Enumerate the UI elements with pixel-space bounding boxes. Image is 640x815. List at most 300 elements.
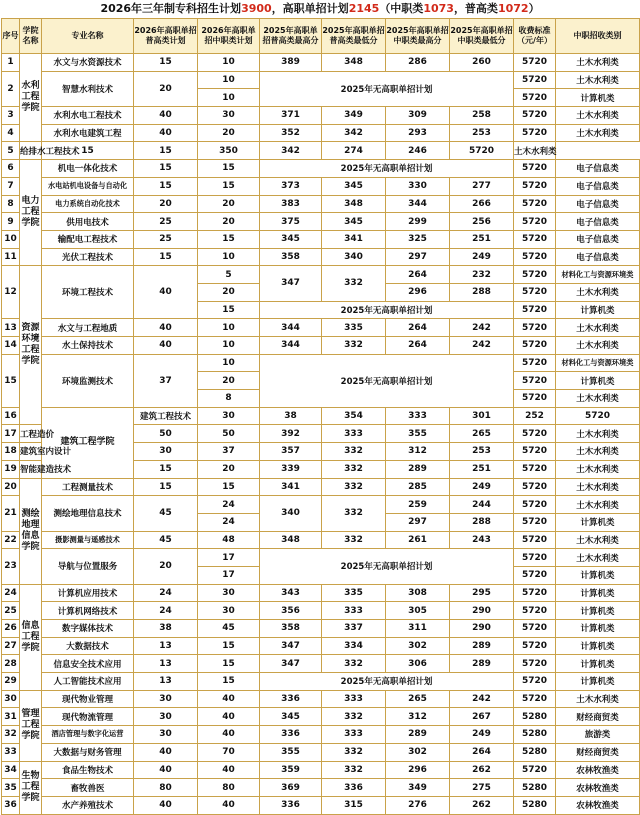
pg-min: 315 bbox=[322, 796, 386, 814]
table-row bbox=[2, 549, 640, 567]
row-no: 7 bbox=[2, 177, 20, 195]
table-row bbox=[2, 266, 640, 284]
pg-max: 341 bbox=[260, 478, 322, 496]
category: 农林牧渔类 bbox=[556, 796, 640, 814]
major-name: 计算机网络技术 bbox=[42, 602, 134, 620]
pg-max: 339 bbox=[260, 460, 322, 478]
row-no: 20 bbox=[2, 478, 20, 496]
fee: 5720 bbox=[514, 478, 556, 496]
zz-min: 249 bbox=[450, 726, 514, 744]
plan-zz: 10 bbox=[198, 71, 260, 89]
major-name: 测绘地理信息技术 bbox=[42, 496, 134, 531]
plan-zz: 40 bbox=[198, 708, 260, 726]
zz-max: 306 bbox=[386, 655, 450, 673]
plan-pg: 20 bbox=[134, 549, 198, 584]
pg-min: 342 bbox=[322, 124, 386, 142]
row-no: 11 bbox=[2, 248, 20, 266]
college-cell: 测绘地理信息学院 bbox=[20, 478, 42, 584]
major-name: 环境工程技术 bbox=[42, 266, 134, 319]
major-name: 食品生物技术 bbox=[42, 761, 134, 779]
pg-min: 332 bbox=[322, 743, 386, 761]
zz-max: 344 bbox=[386, 195, 450, 213]
category: 农林牧渔类 bbox=[556, 761, 640, 779]
zz-max: 286 bbox=[386, 54, 450, 72]
table-row bbox=[2, 779, 640, 797]
title-mid3: ，普高类 bbox=[453, 2, 498, 15]
pg-min: 332 bbox=[322, 443, 386, 461]
zz-min: 253 bbox=[450, 124, 514, 142]
category: 土木水利类 bbox=[556, 690, 640, 708]
zz-min: 289 bbox=[450, 655, 514, 673]
category: 土木水利类 bbox=[556, 425, 640, 443]
zz-min: 288 bbox=[450, 513, 514, 531]
fee: 5720 bbox=[514, 584, 556, 602]
plan-pg: 40 bbox=[134, 319, 198, 337]
fee: 5720 bbox=[514, 213, 556, 231]
plan-pg: 15 bbox=[134, 460, 198, 478]
zz-max: 261 bbox=[386, 531, 450, 549]
fee: 5720 bbox=[514, 195, 556, 213]
college-cell: 管理工程学院 bbox=[20, 690, 42, 761]
row-no: 6 bbox=[2, 160, 20, 178]
major-name: 人工智能技术应用 bbox=[42, 673, 134, 691]
title-suffix: ） bbox=[528, 2, 540, 15]
zz-max: 308 bbox=[386, 584, 450, 602]
header-pg-max: 2025年高职单招普高类最高分 bbox=[260, 19, 322, 54]
plan-zz: 5 bbox=[198, 266, 260, 284]
category: 财经商贸类 bbox=[556, 708, 640, 726]
fee: 5720 bbox=[514, 71, 556, 89]
pg-min: 333 bbox=[322, 602, 386, 620]
plan-zz: 10 bbox=[198, 54, 260, 72]
table-row bbox=[2, 230, 640, 248]
major-name: 水文与工程地质 bbox=[42, 319, 134, 337]
zz-max: 330 bbox=[386, 177, 450, 195]
plan-zz: 10 bbox=[198, 89, 260, 107]
fee: 5280 bbox=[514, 779, 556, 797]
header-no: 序号 bbox=[2, 19, 20, 54]
table-row bbox=[2, 160, 640, 178]
row-no: 18 bbox=[2, 443, 20, 461]
title-total-count: 3900 bbox=[241, 2, 272, 15]
plan-pg: 40 bbox=[134, 761, 198, 779]
zz-min: 249 bbox=[450, 248, 514, 266]
row-no: 28 bbox=[2, 655, 20, 673]
plan-pg: 80 bbox=[134, 779, 198, 797]
plan-pg: 15 bbox=[134, 248, 198, 266]
major-name: 供用电技术 bbox=[42, 213, 134, 231]
header-plan-pg: 2026年高职单招普高类计划 bbox=[134, 19, 198, 54]
major-name: 光伏工程技术 bbox=[42, 248, 134, 266]
pg-min: 332 bbox=[322, 266, 386, 301]
row-no: 4 bbox=[2, 124, 20, 142]
plan-zz: 15 bbox=[198, 673, 260, 691]
zz-max: 296 bbox=[386, 761, 450, 779]
pg-min: 332 bbox=[322, 531, 386, 549]
plan-pg: 40 bbox=[134, 337, 198, 355]
fee: 5720 bbox=[514, 460, 556, 478]
pg-max: 350 bbox=[198, 142, 260, 160]
plan-pg: 30 bbox=[134, 690, 198, 708]
no-plan-note: 2025年无高职单招计划 bbox=[260, 301, 514, 319]
category: 土木水利类 bbox=[556, 319, 640, 337]
plan-pg: 15 bbox=[134, 478, 198, 496]
table-row bbox=[2, 107, 640, 125]
fee: 5720 bbox=[514, 425, 556, 443]
row-no: 15 bbox=[2, 354, 20, 407]
major-name: 水利水电建筑工程 bbox=[42, 124, 134, 142]
category: 土木水利类 bbox=[556, 337, 640, 355]
row-no: 34 bbox=[2, 761, 20, 779]
category: 计算机类 bbox=[556, 372, 640, 390]
category: 计算机类 bbox=[556, 655, 640, 673]
plan-pg: 40 bbox=[134, 124, 198, 142]
fee: 5280 bbox=[514, 796, 556, 814]
major-name: 导航与位置服务 bbox=[42, 549, 134, 584]
table-row bbox=[2, 177, 640, 195]
major-name: 环境监测技术 bbox=[42, 354, 134, 407]
header-plan-zz: 2026年高职单招中职类计划 bbox=[198, 19, 260, 54]
row-no: 17 bbox=[2, 425, 20, 443]
category: 材料化工与资源环境类 bbox=[556, 266, 640, 284]
category: 电子信息类 bbox=[556, 230, 640, 248]
category: 电子信息类 bbox=[556, 213, 640, 231]
title-mid2: （中职类 bbox=[379, 2, 424, 15]
category: 计算机类 bbox=[556, 566, 640, 584]
zz-max: 309 bbox=[386, 107, 450, 125]
table-row bbox=[2, 620, 640, 638]
pg-max: 352 bbox=[260, 124, 322, 142]
no-plan-note: 2025年无高职单招计划 bbox=[260, 71, 514, 106]
title-prefix: 2026年三年制专科招生计划 bbox=[100, 2, 242, 15]
header-pg-min: 2025年高职单招普高类最低分 bbox=[322, 19, 386, 54]
zz-max: 297 bbox=[386, 248, 450, 266]
zz-max: 276 bbox=[386, 796, 450, 814]
pg-max: 356 bbox=[260, 602, 322, 620]
pg-max: 347 bbox=[260, 655, 322, 673]
pg-min: 337 bbox=[322, 620, 386, 638]
title-mid1: ，高职单招计划 bbox=[271, 2, 349, 15]
plan-zz: 20 bbox=[198, 283, 260, 301]
no-plan-note: 2025年无高职单招计划 bbox=[260, 160, 514, 178]
zz-min: 260 bbox=[450, 54, 514, 72]
row-no: 5 bbox=[2, 142, 20, 160]
zz-min: 295 bbox=[450, 584, 514, 602]
plan-zz: 50 bbox=[198, 425, 260, 443]
zz-max: 349 bbox=[386, 779, 450, 797]
major-name: 工程测量技术 bbox=[42, 478, 134, 496]
fee: 5720 bbox=[514, 690, 556, 708]
pg-min: 341 bbox=[322, 230, 386, 248]
major-name: 数字媒体技术 bbox=[42, 620, 134, 638]
pg-max: 345 bbox=[260, 230, 322, 248]
category: 计算机类 bbox=[556, 637, 640, 655]
pg-min: 345 bbox=[322, 213, 386, 231]
table-row bbox=[2, 761, 640, 779]
plan-zz: 40 bbox=[198, 796, 260, 814]
zz-min: 246 bbox=[386, 142, 450, 160]
pg-max: 358 bbox=[260, 620, 322, 638]
pg-max: 358 bbox=[260, 248, 322, 266]
zz-max: 293 bbox=[386, 124, 450, 142]
plan-pg: 20 bbox=[134, 71, 198, 106]
table-row bbox=[2, 743, 640, 761]
pg-min: 332 bbox=[322, 761, 386, 779]
pg-min: 336 bbox=[322, 779, 386, 797]
fee: 5720 bbox=[514, 443, 556, 461]
row-no: 24 bbox=[2, 584, 20, 602]
zz-min: 290 bbox=[450, 620, 514, 638]
fee: 5720 bbox=[514, 496, 556, 514]
row-no: 1 bbox=[2, 54, 20, 72]
row-no: 35 bbox=[2, 779, 20, 797]
table-row bbox=[2, 195, 640, 213]
plan-pg: 30 bbox=[134, 708, 198, 726]
plan-pg: 40 bbox=[134, 743, 198, 761]
header-zz-max: 2025年高职单招中职类最高分 bbox=[386, 19, 450, 54]
plan-pg: 45 bbox=[134, 496, 198, 531]
plan-zz: 40 bbox=[198, 690, 260, 708]
fee: 5720 bbox=[514, 266, 556, 284]
major-name: 水利水电工程技术 bbox=[42, 107, 134, 125]
plan-zz: 20 bbox=[198, 213, 260, 231]
zz-max: 265 bbox=[386, 690, 450, 708]
pg-min: 333 bbox=[322, 425, 386, 443]
category: 土木水利类 bbox=[514, 142, 556, 160]
fee: 5720 bbox=[514, 337, 556, 355]
category: 计算机类 bbox=[556, 89, 640, 107]
table-row bbox=[2, 407, 640, 425]
fee: 5720 bbox=[514, 637, 556, 655]
row-no: 27 bbox=[2, 637, 20, 655]
plan-pg: 25 bbox=[134, 230, 198, 248]
major-name: 摄影测量与遥感技术 bbox=[42, 531, 134, 549]
table-row bbox=[2, 708, 640, 726]
plan-pg: 15 bbox=[42, 142, 134, 160]
pg-max: 348 bbox=[260, 531, 322, 549]
pg-max: 373 bbox=[260, 177, 322, 195]
row-no: 31 bbox=[2, 708, 20, 726]
pg-min: 332 bbox=[322, 460, 386, 478]
zz-max: 299 bbox=[386, 213, 450, 231]
pg-max: 389 bbox=[260, 54, 322, 72]
fee: 5720 bbox=[514, 513, 556, 531]
fee: 5720 bbox=[556, 407, 640, 425]
header-major: 专业名称 bbox=[42, 19, 134, 54]
major-name: 水土保持技术 bbox=[42, 337, 134, 355]
plan-zz: 10 bbox=[198, 319, 260, 337]
plan-zz: 30 bbox=[198, 584, 260, 602]
category: 材料化工与资源环境类 bbox=[556, 354, 640, 372]
zz-max: 297 bbox=[386, 513, 450, 531]
major-name: 输配电工程技术 bbox=[42, 230, 134, 248]
zz-max: 296 bbox=[386, 283, 450, 301]
header-fee: 收费标准（元/年） bbox=[514, 19, 556, 54]
zz-min: 253 bbox=[450, 443, 514, 461]
zz-max: 305 bbox=[386, 602, 450, 620]
category: 土木水利类 bbox=[556, 71, 640, 89]
fee: 5720 bbox=[514, 673, 556, 691]
zz-min: 242 bbox=[450, 337, 514, 355]
plan-zz: 10 bbox=[198, 248, 260, 266]
category: 土木水利类 bbox=[556, 443, 640, 461]
table-row bbox=[2, 602, 640, 620]
fee: 5720 bbox=[514, 761, 556, 779]
plan-zz: 15 bbox=[134, 142, 198, 160]
zz-min: 265 bbox=[450, 425, 514, 443]
pg-max: 359 bbox=[260, 761, 322, 779]
category: 财经商贸类 bbox=[556, 743, 640, 761]
pg-max: 357 bbox=[260, 443, 322, 461]
major-name: 酒店管理与数字化运营 bbox=[42, 726, 134, 744]
category: 电子信息类 bbox=[556, 195, 640, 213]
zz-min: 242 bbox=[450, 690, 514, 708]
plan-zz: 30 bbox=[198, 602, 260, 620]
row-no: 9 bbox=[2, 213, 20, 231]
plan-zz: 15 bbox=[198, 177, 260, 195]
category: 土木水利类 bbox=[556, 107, 640, 125]
plan-zz: 17 bbox=[198, 566, 260, 584]
pg-max: 344 bbox=[260, 337, 322, 355]
plan-zz: 15 bbox=[198, 160, 260, 178]
category: 计算机类 bbox=[556, 301, 640, 319]
zz-min: 256 bbox=[450, 213, 514, 231]
zz-min: 277 bbox=[450, 177, 514, 195]
major-name: 智慧水利技术 bbox=[42, 71, 134, 106]
category: 计算机类 bbox=[556, 673, 640, 691]
row-no: 13 bbox=[2, 319, 20, 337]
pg-min: 335 bbox=[322, 584, 386, 602]
table-row bbox=[2, 726, 640, 744]
header-zz-min: 2025年高职单招中职类最低分 bbox=[450, 19, 514, 54]
zz-max: 289 bbox=[386, 460, 450, 478]
plan-zz: 40 bbox=[198, 761, 260, 779]
row-no: 25 bbox=[2, 602, 20, 620]
zz-max: 325 bbox=[386, 230, 450, 248]
fee: 5720 bbox=[514, 566, 556, 584]
no-plan-note: 2025年无高职单招计划 bbox=[260, 673, 514, 691]
zz-min: 258 bbox=[450, 107, 514, 125]
major-name: 水文与水资源技术 bbox=[42, 54, 134, 72]
plan-pg: 25 bbox=[134, 213, 198, 231]
row-no: 26 bbox=[2, 620, 20, 638]
zz-min: 232 bbox=[450, 266, 514, 284]
plan-zz: 70 bbox=[198, 743, 260, 761]
zz-min: 262 bbox=[450, 796, 514, 814]
college-cell: 水利工程学院 bbox=[20, 54, 42, 142]
table-row bbox=[2, 124, 640, 142]
table-row bbox=[2, 142, 640, 160]
zz-max: 302 bbox=[386, 743, 450, 761]
plan-pg: 24 bbox=[134, 584, 198, 602]
pg-max: 383 bbox=[260, 195, 322, 213]
category: 计算机类 bbox=[556, 620, 640, 638]
fee: 5720 bbox=[514, 372, 556, 390]
plan-zz: 20 bbox=[198, 195, 260, 213]
major-name: 现代物流管理 bbox=[42, 708, 134, 726]
row-no: 36 bbox=[2, 796, 20, 814]
major-name: 大数据与财务管理 bbox=[42, 743, 134, 761]
major-name: 水产养殖技术 bbox=[42, 796, 134, 814]
fee: 5720 bbox=[514, 177, 556, 195]
zz-min: 275 bbox=[450, 779, 514, 797]
plan-zz: 15 bbox=[198, 301, 260, 319]
plan-zz: 20 bbox=[198, 460, 260, 478]
fee: 5720 bbox=[514, 354, 556, 372]
major-name: 电力系统自动化技术 bbox=[42, 195, 134, 213]
row-no: 21 bbox=[2, 496, 20, 531]
category: 土木水利类 bbox=[556, 54, 640, 72]
category: 土木水利类 bbox=[556, 549, 640, 567]
plan-zz: 80 bbox=[198, 779, 260, 797]
table-row bbox=[2, 673, 640, 691]
zz-max: 289 bbox=[386, 726, 450, 744]
header-college: 学院名称 bbox=[20, 19, 42, 54]
plan-pg: 38 bbox=[134, 620, 198, 638]
plan-pg: 37 bbox=[134, 354, 198, 407]
zz-min: 249 bbox=[450, 478, 514, 496]
table-row bbox=[2, 637, 640, 655]
zz-max: 355 bbox=[386, 425, 450, 443]
pg-min: 340 bbox=[322, 248, 386, 266]
pg-min: 332 bbox=[322, 708, 386, 726]
category: 农林牧渔类 bbox=[556, 779, 640, 797]
table-row bbox=[2, 354, 640, 372]
pg-min: 333 bbox=[322, 726, 386, 744]
row-no: 8 bbox=[2, 195, 20, 213]
fee: 5280 bbox=[514, 743, 556, 761]
plan-pg: 24 bbox=[134, 602, 198, 620]
pg-max: 375 bbox=[260, 213, 322, 231]
zz-max: 264 bbox=[386, 319, 450, 337]
plan-pg: 50 bbox=[134, 425, 198, 443]
zz-min: 267 bbox=[450, 708, 514, 726]
plan-zz: 45 bbox=[198, 620, 260, 638]
pg-min: 349 bbox=[322, 107, 386, 125]
zz-min: 290 bbox=[450, 602, 514, 620]
plan-zz: 15 bbox=[198, 478, 260, 496]
category: 旅游类 bbox=[556, 726, 640, 744]
plan-zz: 10 bbox=[198, 354, 260, 372]
pg-max: 336 bbox=[260, 726, 322, 744]
college-cell: 建筑工程学院 bbox=[42, 407, 134, 478]
fee: 5280 bbox=[514, 708, 556, 726]
major-name: 智能建造技术 bbox=[20, 460, 42, 478]
pg-min: 332 bbox=[322, 496, 386, 531]
plan-zz: 17 bbox=[198, 549, 260, 567]
fee: 5280 bbox=[514, 726, 556, 744]
pg-max: 355 bbox=[260, 743, 322, 761]
fee: 5720 bbox=[514, 301, 556, 319]
zz-max: 312 bbox=[386, 443, 450, 461]
table-row bbox=[2, 655, 640, 673]
row-no: 33 bbox=[2, 743, 20, 761]
plan-pg: 30 bbox=[198, 407, 260, 425]
table-row bbox=[2, 478, 640, 496]
plan-pg: 15 bbox=[134, 177, 198, 195]
plan-zz: 30 bbox=[198, 107, 260, 125]
plan-zz: 37 bbox=[198, 443, 260, 461]
zz-min: 251 bbox=[450, 230, 514, 248]
row-no: 30 bbox=[2, 690, 20, 708]
category: 土木水利类 bbox=[556, 460, 640, 478]
plan-pg: 13 bbox=[134, 655, 198, 673]
plan-pg: 40 bbox=[134, 266, 198, 319]
zz-min: 289 bbox=[450, 637, 514, 655]
major-name: 现代物业管理 bbox=[42, 690, 134, 708]
plan-pg: 30 bbox=[134, 726, 198, 744]
major-name: 建筑工程技术 bbox=[134, 407, 198, 425]
